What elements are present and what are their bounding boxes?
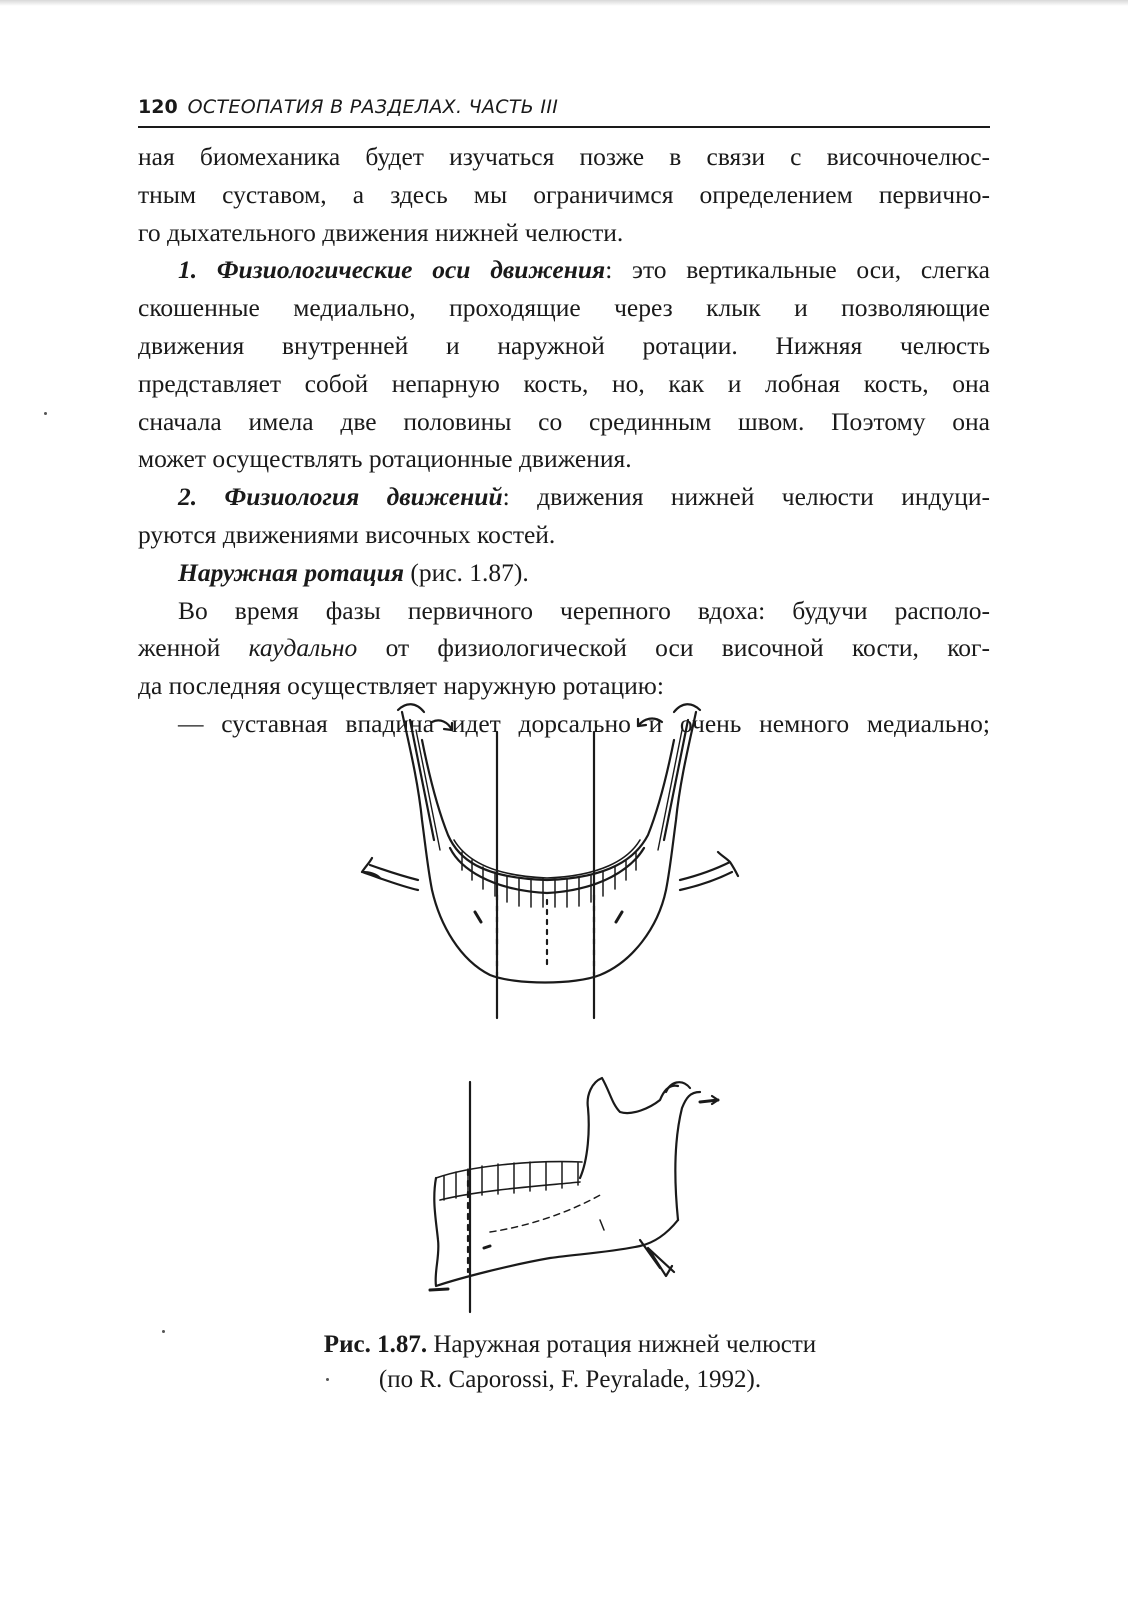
condyle-left [398, 704, 424, 712]
mylohyoid-line [490, 1194, 602, 1232]
paragraph-line [138, 629, 990, 667]
page-number: 120 [138, 96, 178, 118]
paragraph-line: тным суставом, а здесь мы ограничимся определением первично- [138, 179, 990, 209]
arrow-chin-side [430, 1289, 448, 1290]
mandible-outline-top [402, 712, 696, 983]
paragraph-line [138, 554, 990, 592]
teeth-arch-inner [454, 840, 640, 878]
figure-reference: (рис. 1.87). [403, 557, 529, 587]
foramen-left [475, 912, 481, 922]
figure-mandible-rotation [340, 700, 800, 1320]
caption-source: (по R. Caporossi, F. Peyralade, 1992). [378, 1366, 762, 1393]
scan-edge [0, 0, 1128, 6]
foramen-side [484, 1246, 490, 1248]
paragraph-line: движения внутренней и наружной ротации. Нижняя челюсть [138, 330, 990, 360]
caption-line [200, 1327, 940, 1362]
body-text [138, 138, 990, 743]
paragraph-line: руются движениями височных костей. [138, 519, 556, 549]
teeth-line-side [436, 1162, 582, 1178]
scan-speck [44, 412, 47, 415]
arrow-angle-side [648, 1248, 674, 1276]
paragraph-text: от физиологической оси височной кости, ког- [357, 633, 990, 663]
figure-caption [200, 1327, 940, 1397]
foramen-right [616, 912, 622, 922]
running-title: ОСТЕОПАТИЯ В РАЗДЕЛАХ. ЧАСТЬ III [187, 96, 559, 118]
ramus-detail-left [416, 730, 440, 850]
list-item: — суставная впадина идет дорсально и очень немного медиально; [178, 708, 990, 738]
paragraph-text: : движения нижней челюсти индуци- [502, 482, 991, 512]
paragraph-line: го дыхательного движения нижней челюсти. [138, 217, 624, 247]
paragraph-line [138, 478, 990, 516]
paragraph-text: : это вертикальные оси, слегка [605, 255, 990, 285]
scan-speck [162, 1330, 165, 1333]
paragraph-text: женной [138, 633, 249, 663]
paragraph-line: сначала имела две половины со срединным швом. Поэтому она [138, 406, 990, 436]
arrow-angle-shaft [640, 1240, 660, 1268]
paragraph-lead: 2. Физиология движений [178, 482, 503, 512]
caption-text: Наружная ротация нижней челюсти [427, 1331, 817, 1358]
ramus-anterior [580, 1078, 678, 1178]
paragraph-line: представляет собой непарную кость, но, как и лобная кость, она [138, 368, 990, 398]
teeth-base-side [440, 1182, 580, 1200]
condyle-side [666, 1082, 690, 1092]
paragraph-line [138, 251, 990, 289]
ramus-posterior [675, 1092, 700, 1220]
rotation-arrow-right [680, 852, 738, 890]
paragraph-lead: 1. Физиологические оси движения [178, 255, 606, 285]
detail-line-side [600, 1220, 604, 1230]
paragraph-line: скошенные медиально, проходящие через клык и позволяющие [138, 293, 990, 323]
figure-label: Рис. 1.87. [323, 1331, 428, 1358]
mandible-illustration [340, 700, 800, 1320]
paragraph-line: Во время фазы первичного черепного вдоха: будучи располо- [178, 595, 990, 625]
paragraph-line: может осуществлять ротационные движения. [138, 444, 632, 474]
paragraph-line: да последняя осуществляет наружную ротацию: [138, 671, 664, 701]
condyle-right [674, 704, 700, 712]
running-header [138, 92, 990, 128]
subheading: Наружная ротация [178, 557, 404, 587]
italic-term: каудально [248, 633, 358, 663]
scan-speck [326, 1378, 329, 1381]
paragraph-line: ная биомеханика будет изучаться позже в связи с височночелюс- [138, 142, 990, 171]
rotation-arrow-left [362, 858, 418, 890]
